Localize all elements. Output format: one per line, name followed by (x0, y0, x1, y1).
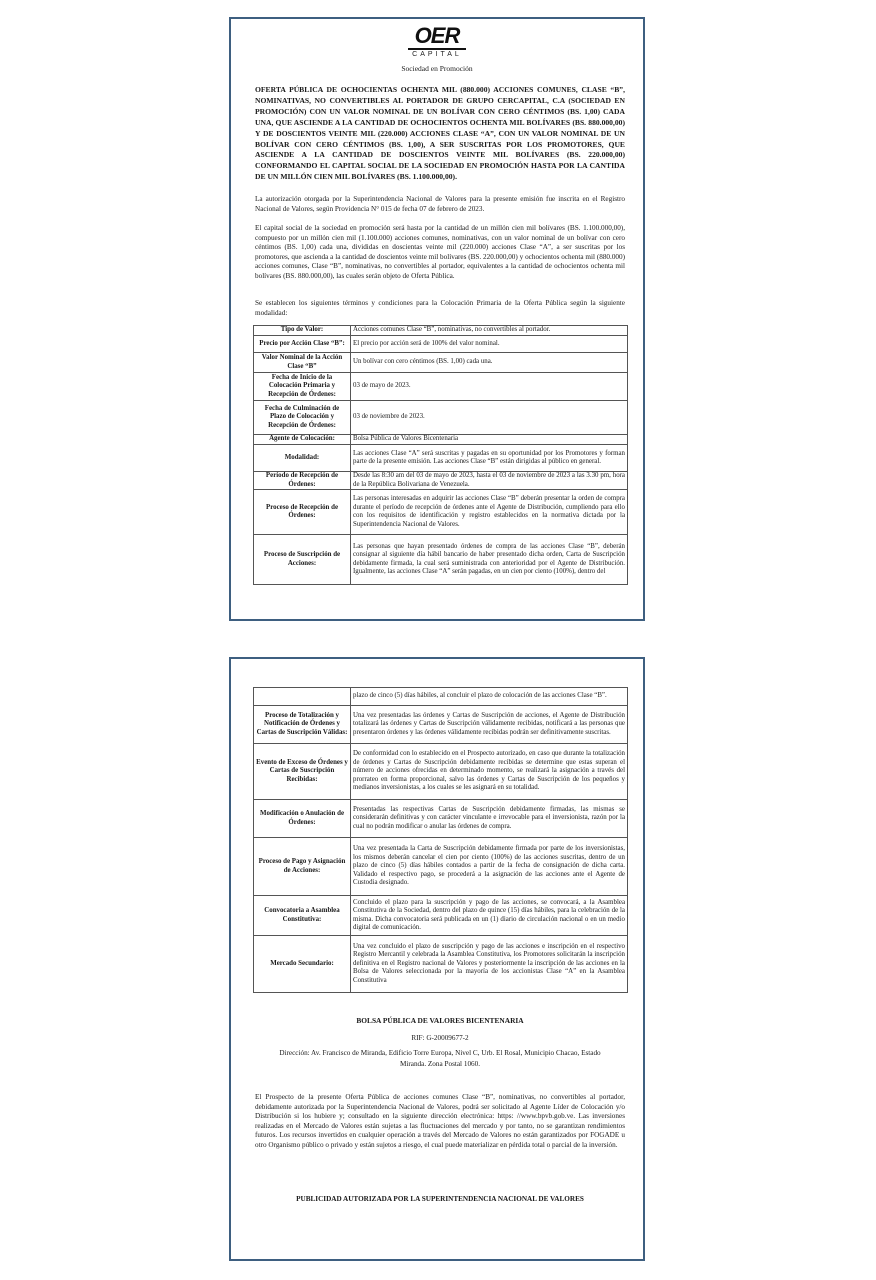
term-value: Concluido el plazo para la suscripción y pago de las acciones, se convocará, a la Asamblea Constitutiva de la Sociedad, dentro del plazo de quince (15) días hábiles, para la celebración de la misma. Dicha convocatoria será publicada en un (1) diario de circulación nacional o en un medio digital de comunicación. (351, 896, 628, 936)
terms-row (254, 535, 628, 585)
terms-row (254, 326, 628, 336)
term-value: Las acciones Clase “A” será suscritas y pagadas en su oportunidad por los Promotores y forman parte de la presente emisión. Las acciones Clase “B” están dirigidas al público en general. (351, 445, 628, 472)
logo-mark: OER (414, 23, 460, 48)
term-label: Mercado Secundario: (254, 936, 351, 993)
terms-row (254, 445, 628, 472)
terms-row (254, 838, 628, 896)
term-value: Una vez presentadas las órdenes y Cartas de Suscripción de acciones, el Agente de Distribución totalizará las órdenes y Cartas de Suscripción válidamente recibidas, notificará a las personas que presentaron órdenes y las órdenes válidamente recibidas podrán ser definitivamente suscritas. (351, 706, 628, 744)
terms-row (254, 353, 628, 373)
term-label: Proceso de Suscripción de Acciones: (254, 535, 351, 585)
term-value: plazo de cinco (5) días hábiles, al concluir el plazo de colocación de las acciones Clase “B”. (351, 688, 628, 706)
term-label: Período de Recepción de Órdenes: (254, 472, 351, 490)
term-value: Desde las 8:30 am del 03 de mayo de 2023, hasta el 03 de noviembre de 2023 a las 3.30 pm, hora de la República Bolivariana de Venezuela. (351, 472, 628, 490)
term-label: Fecha de Culminación de Plazo de Colocación y Recepción de Órdenes: (254, 401, 351, 435)
term-value: De conformidad con lo establecido en el Prospecto autorizado, en caso que durante la totalización de órdenes y Cartas de Suscripción debidamente recibidas se determine que estas superan el número de acciones ofrecidas en determinado momento, se realizará la asignación a través del prorrateo en forma proporcional, salvo las órdenes y Cartas de Suscripción de los pequeños y medianos inversionistas, a los cuales se les asignará en su totalidad. (351, 744, 628, 800)
term-value: Bolsa Pública de Valores Bicentenaria (351, 435, 628, 445)
footer-rif: RIF: G-20009677-2 (411, 1034, 469, 1042)
term-label: Proceso de Recepción de Órdenes: (254, 490, 351, 535)
paragraph-terms-intro: Se establecen los siguientes términos y condiciones para la Colocación Primaria de la Oferta Pública según la siguiente modalidad: (255, 299, 625, 317)
term-value: Una vez concluido el plazo de suscripción y pago de las acciones e inscripción en el respectivo Registro Mercantil y celebrada la Asamblea Constitutiva, los Promotores solicitarán la inscripción definitiva en el Registro nacional de Valores y posteriormente la inscripción de las acciones en la Bolsa de Valores seleccionada por la mayoría de los accionistas Clase “A” en la Asamblea Constitutiva (351, 936, 628, 993)
term-value: Una vez presentada la Carta de Suscripción debidamente firmada por parte de los inversionistas, los mismos deberán cancelar el cien por ciento (100%) de las acciones suscritas, dentro de un plazo de cinco (5) días hábiles contados a partir de la fecha de consignación de dicha carta. Validado el respectivo pago, se procederá a la asignación de las acciones ante el Agente de Custodia designado. (351, 838, 628, 896)
term-value: 03 de noviembre de 2023. (351, 401, 628, 435)
term-label: Precio por Acción Clase “B”: (254, 336, 351, 353)
terms-table-page-1 (253, 325, 628, 585)
terms-row (254, 401, 628, 435)
term-label: Fecha de Inicio de la Colocación Primaria y Recepción de Órdenes: (254, 373, 351, 401)
term-value: Las personas interesadas en adquirir las acciones Clase “B” deberán presentar la orden de compra durante el período de recepción de órdenes ante el Agente de Distribución, cumpliendo para ello con los requisitos de identificación y registro establecidos en la normativa dictada por la Superintendencia Nacional de Valores. (351, 490, 628, 535)
term-label: Convocatoria a Asamblea Constitutiva: (254, 896, 351, 936)
term-label: Evento de Exceso de Órdenes y Cartas de Suscripción Recibidas: (254, 744, 351, 800)
term-value: Las personas que hayan presentado órdenes de compra de las acciones Clase “B”, deberán consignar al siguiente día hábil bancario de haber presentado dicha orden, Carta de Suscripción debidamente firmada, la cual será suministrada con anterioridad por el Agente de Distribución. Igualmente, las acciones Clase “A” serán pagadas, en un cien por ciento (100%), dentro del (351, 535, 628, 585)
footer-publicity-notice: PUBLICIDAD AUTORIZADA POR LA SUPERINTENDENCIA NACIONAL DE VALORES (296, 1195, 584, 1203)
terms-row (254, 706, 628, 744)
terms-row (254, 490, 628, 535)
terms-row (254, 472, 628, 490)
paragraph-capital: El capital social de la sociedad en promoción será hasta por la cantidad de un millón cien mil bolívares (BS. 1.100.000,00), compuesto por un millón cien mil (1.100.000) acciones comunes, nominativas, con un valor nominal de un bolívar con cero céntimos (BS. 1,00) cada una, divididas en doscientas veinte mil (220.000) acciones Clase “A”, a ser suscritas por los promotores, que ascienda a la cantidad de doscientos veinte mil bolívares (BS. 220.000,00) y ochocientos ochenta mil (880.000) acciones comunes, Clase “B”, nominativas, no convertibles al portador, equivalentes a la cantidad de ochocientos ochenta mil bolívares (BS. 880.000,00), las cuales serán objeto de Oferta Pública. (255, 224, 625, 280)
document-page-1 (229, 17, 645, 621)
term-label: Modalidad: (254, 445, 351, 472)
terms-row (254, 744, 628, 800)
term-value: Acciones comunes Clase “B”, nominativas, no convertibles al portador. (351, 326, 628, 336)
term-value: 03 de mayo de 2023. (351, 373, 628, 401)
terms-row (254, 373, 628, 401)
term-value: Presentadas las respectivas Cartas de Suscripción debidamente firmadas, las mismas se considerarán definitivas y con carácter vinculante e irrevocable para el inversionista, razón por la cual no podrán modificar o anular las órdenes de compra. (351, 800, 628, 838)
term-label (254, 688, 351, 706)
footer-disclaimer: El Prospecto de la presente Oferta Pública de acciones comunes Clase “B”, nominativas, no convertibles al portador, debidamente autorizada por la Superintendencia Nacional de Valores, podrá ser solicitado al Agente Líder de Colocación y/o Distribución si los hubiere y; consultado en la siguiente dirección electrónica: https: //www.bpvb.gob.ve. Las inversiones realizadas en el Mercado de Valores están sujetas a las fluctuaciones del mercado y por tanto, no se garantizan rendimientos futuros. Los recursos invertidos en cualquier operación a través del Mercado de Valores no están garantizados por FOGADE u otro Organismo público o privado y están sujetos a riesgo, el cual puede materializar en pérdida total o parcial de la inversión. (255, 1093, 625, 1149)
term-value: El precio por acción será de 100% del valor nominal. (351, 336, 628, 353)
paragraph-authorization: La autorización otorgada por la Superintendencia Nacional de Valores para la presente emisión fue inscrita en el Registro Nacional de Valores, según Providencia N° 015 de fecha 07 de febrero de 2023. (255, 195, 625, 213)
footer-address: Dirección: Av. Francisco de Miranda, Edificio Torre Europa, Nivel C, Urb. El Rosal, Municipio Chacao, Estado Miranda. Zona Postal 1060. (279, 1049, 601, 1068)
term-label: Proceso de Totalización y Notificación de Órdenes y Cartas de Suscripción Válidas: (254, 706, 351, 744)
term-label: Proceso de Pago y Asignación de Acciones: (254, 838, 351, 896)
terms-row (254, 896, 628, 936)
terms-row (254, 800, 628, 838)
document-title: OFERTA PÚBLICA DE OCHOCIENTAS OCHENTA MIL (880.000) ACCIONES COMUNES, CLASE “B”, NOMINATIVAS, NO CONVERTIBLES AL PORTADOR DE GRUPO CERCAPITAL, C.A (SOCIEDAD EN PROMOCIÓN) CON UN VALOR NOMINAL DE UN BOLÍVAR CON CERO CÉNTIMOS (BS. 1,00) CADA UNA, QUE ASCIENDE A LA CANTIDAD DE OCHOCIENTOS OCHENTA MIL BOLÍVARES (BS. 880.000,00) Y DE DOSCIENTOS VEINTE MIL (220.000) ACCIONES CLASE “A”, CON UN VALOR NOMINAL DE UN BOLÍVAR CON CERO CÉNTIMOS (BS. 1,00), A SER SUSCRITAS POR LOS PROMOTORES, QUE ASCIENDE A LA CANTIDAD DE DOSCIENTOS VEINTE MIL BOLÍVARES (BS. 220.000,00) CONFORMANDO EL CAPITAL SOCIAL DE LA SOCIEDAD EN PROMOCIÓN HASTA POR LA CANTIDA DE UN MILLÓN CIEN MIL BOLÍVARES (BS. 1.100.000,00). (255, 85, 625, 182)
term-label: Valor Nominal de la Acción Clase “B” (254, 353, 351, 373)
term-value: Un bolívar con cero céntimos (BS. 1,00) cada una. (351, 353, 628, 373)
company-logo (231, 25, 643, 59)
terms-row (254, 336, 628, 353)
term-label: Tipo de Valor: (254, 326, 351, 336)
logo-subtitle: CAPITAL (412, 51, 462, 58)
terms-table-page-2 (253, 687, 628, 993)
footer-organization: BOLSA PÚBLICA DE VALORES BICENTENARIA (356, 1016, 524, 1025)
terms-row (254, 435, 628, 445)
term-label: Modificación o Anulación de Órdenes: (254, 800, 351, 838)
terms-row (254, 688, 628, 706)
terms-row (254, 936, 628, 993)
document-page-2 (229, 657, 645, 1261)
document-subtitle: Sociedad en Promoción (401, 64, 473, 73)
term-label: Agente de Colocación: (254, 435, 351, 445)
